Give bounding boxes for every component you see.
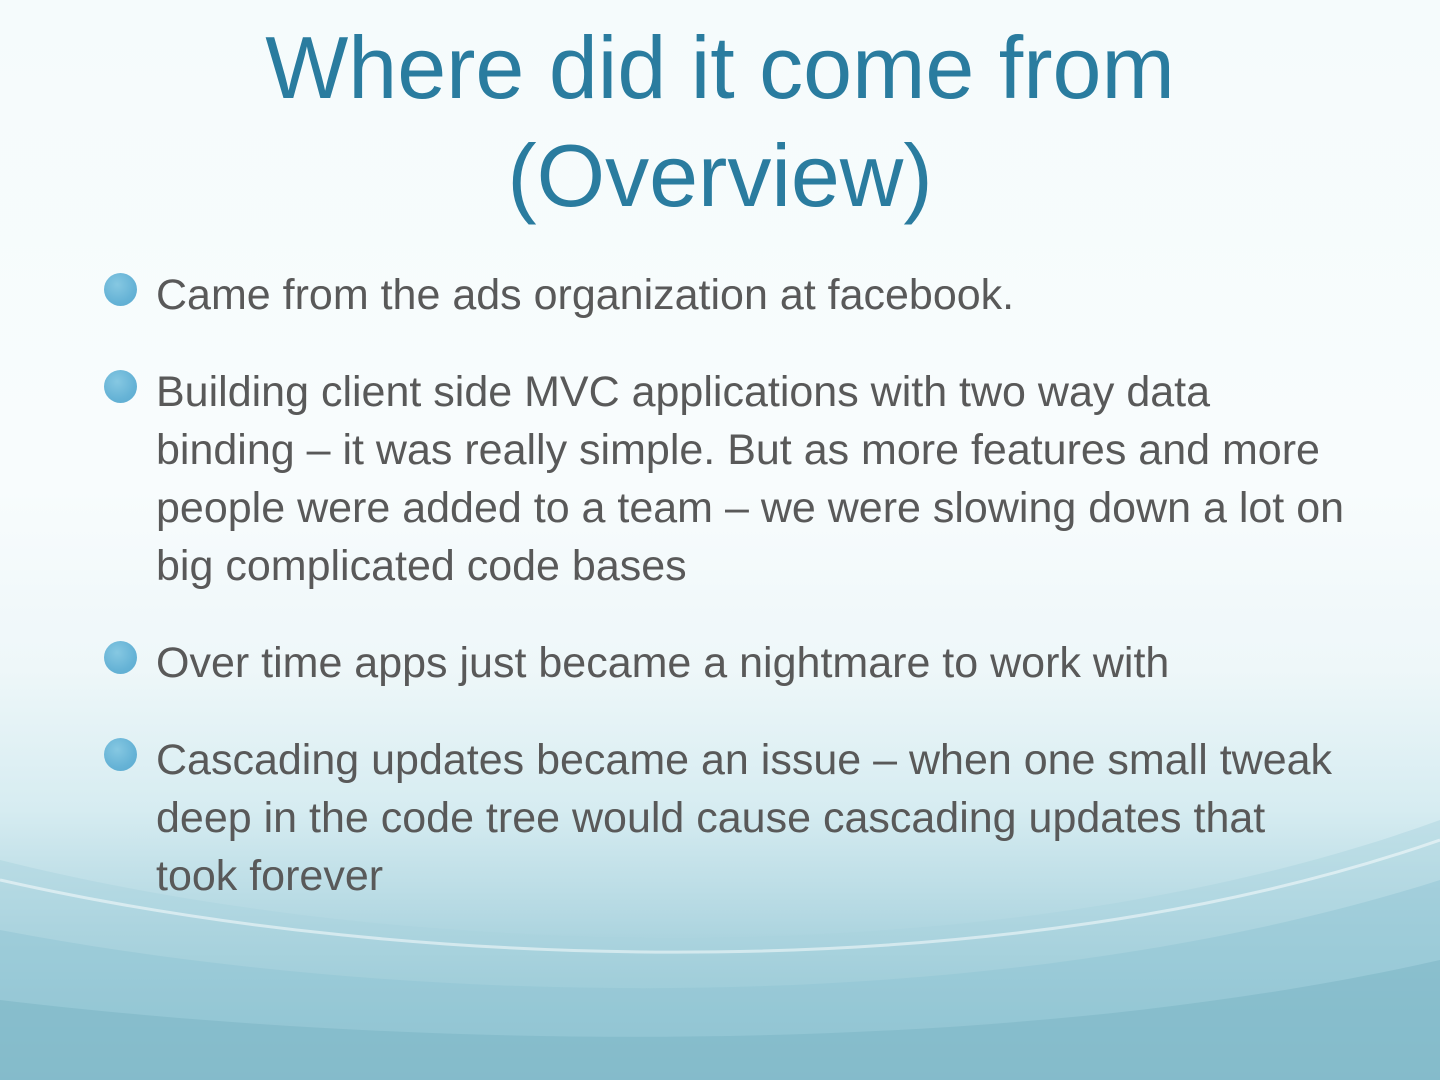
slide-title-line-1: Where did it come from bbox=[265, 18, 1175, 117]
bullet-list bbox=[104, 266, 1354, 944]
bullet-text: Cascading updates became an issue – when one small tweak deep in the code tree would cause cascading updates that took forever bbox=[156, 736, 1333, 900]
circle-bullet-icon bbox=[104, 641, 137, 674]
slide-title bbox=[0, 14, 1440, 230]
bullet-item bbox=[104, 266, 1354, 324]
bullet-item bbox=[104, 731, 1354, 905]
bullet-text: Came from the ads organization at facebook. bbox=[156, 271, 1015, 319]
bullet-item bbox=[104, 634, 1354, 692]
bullet-item bbox=[104, 363, 1354, 595]
slide-title-line-2: (Overview) bbox=[507, 126, 933, 225]
circle-bullet-icon bbox=[104, 273, 137, 306]
circle-bullet-icon bbox=[104, 370, 137, 403]
bullet-text: Over time apps just became a nightmare to work with bbox=[156, 639, 1170, 687]
circle-bullet-icon bbox=[104, 738, 137, 771]
bullet-text: Building client side MVC applications with two way data binding – it was really simple. But as more features and more people were added to a team – we were slowing down a lot on big complicated code bases bbox=[156, 368, 1345, 590]
